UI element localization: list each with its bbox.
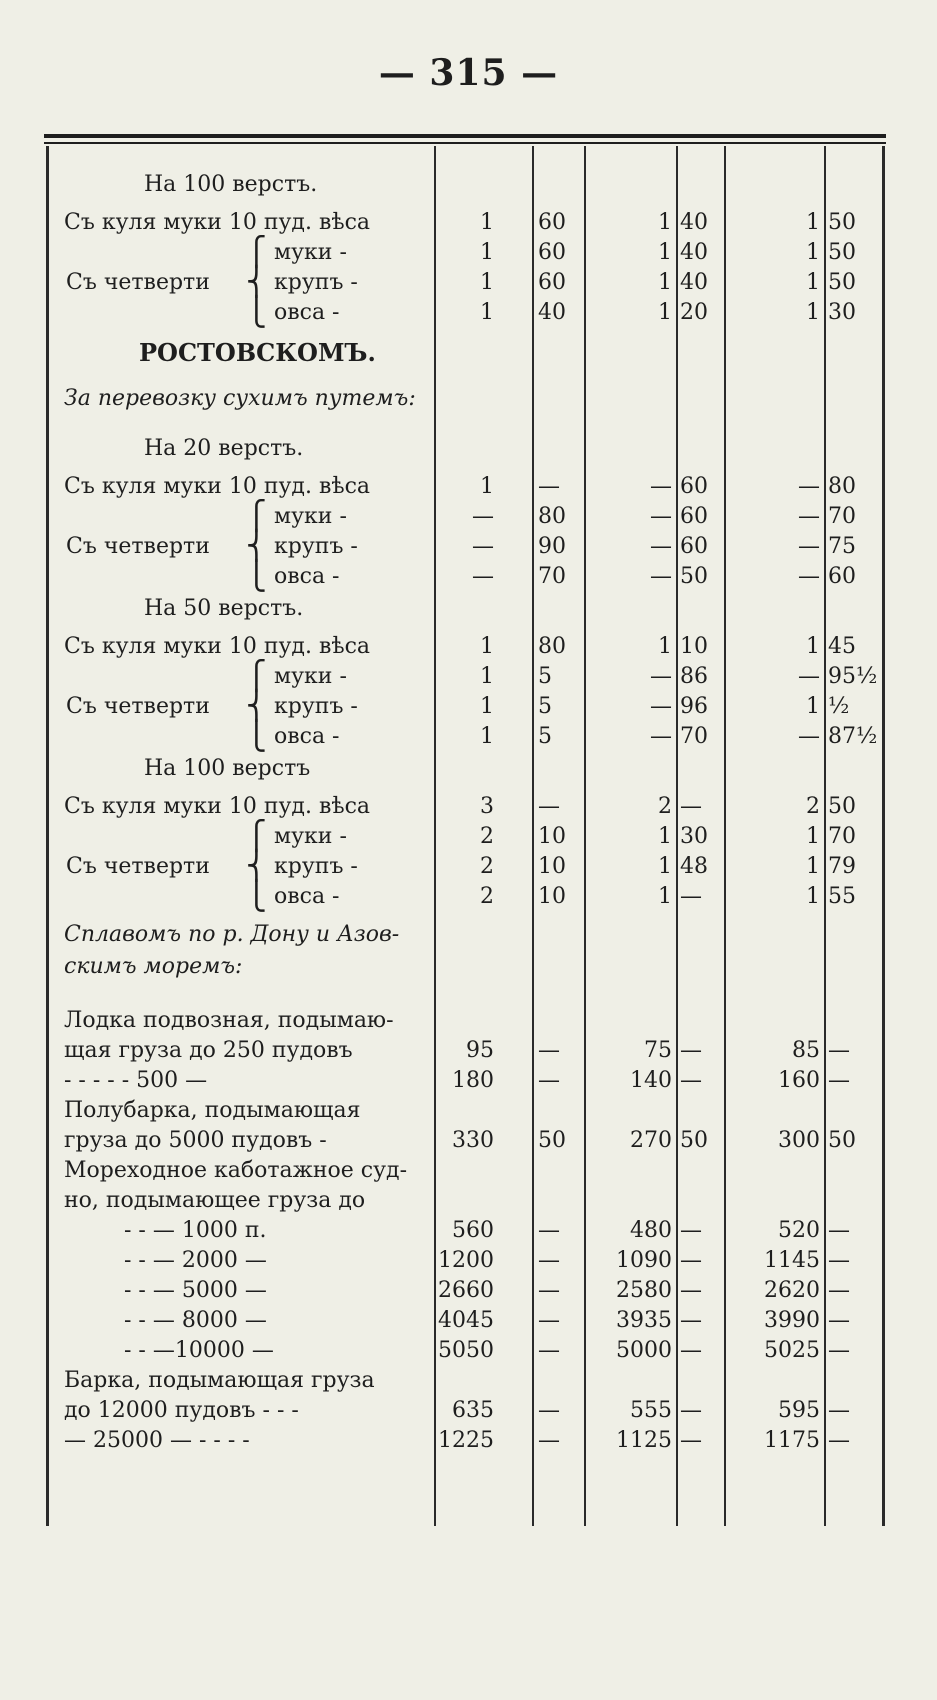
value-cell: 1 (806, 854, 820, 879)
table-row (44, 819, 886, 852)
section-subheading: На 100 верстъ (144, 756, 311, 781)
value-cell: 330 (452, 1128, 494, 1153)
value-cell: 1 (480, 474, 494, 499)
group-brace: ⎩ (246, 719, 267, 752)
value-cell: — (680, 1398, 702, 1423)
value-cell: — (472, 534, 494, 559)
table-row (44, 952, 886, 982)
value-cell: — (680, 794, 702, 819)
value-cell: 3990 (764, 1308, 820, 1333)
row-label: овса - (274, 724, 340, 749)
value-cell: 5000 (616, 1338, 672, 1363)
value-cell: 1 (806, 824, 820, 849)
value-cell: 2 (480, 824, 494, 849)
row-label: Лодка подвозная, подымаю- (64, 1008, 394, 1033)
value-cell: 3 (480, 794, 494, 819)
value-cell: 30 (680, 824, 708, 849)
row-label: до 12000 пудовъ - - - (64, 1398, 299, 1423)
row-label: овса - (274, 564, 340, 589)
value-cell: 160 (778, 1068, 820, 1093)
table-row (44, 235, 886, 268)
value-cell: 1 (480, 210, 494, 235)
value-cell: 50 (828, 270, 856, 295)
value-cell: — (650, 534, 672, 559)
value-cell: 10 (680, 634, 708, 659)
section-subheading: На 50 верстъ. (144, 596, 304, 621)
value-cell: 96 (680, 694, 708, 719)
table-row (44, 1306, 886, 1336)
value-cell: 1 (658, 210, 672, 235)
value-cell: 1 (480, 664, 494, 689)
value-cell: — (650, 504, 672, 529)
table-row (44, 472, 886, 502)
value-cell: — (650, 724, 672, 749)
value-cell: — (828, 1248, 850, 1273)
value-cell: — (828, 1278, 850, 1303)
value-cell: 1 (480, 724, 494, 749)
value-cell: — (798, 504, 820, 529)
table-row (44, 384, 886, 414)
value-cell: 1 (658, 884, 672, 909)
value-cell: — (650, 694, 672, 719)
value-cell: — (828, 1308, 850, 1333)
value-cell: 70 (538, 564, 566, 589)
value-cell: 80 (828, 474, 856, 499)
section-heading: РОСТОВСКОМЪ. (139, 338, 376, 367)
value-cell: 70 (680, 724, 708, 749)
value-cell: 70 (828, 504, 856, 529)
value-cell: 60 (538, 240, 566, 265)
value-cell: — (538, 1278, 560, 1303)
value-cell: 50 (680, 1128, 708, 1153)
value-cell: 60 (680, 504, 708, 529)
value-cell: 140 (630, 1068, 672, 1093)
value-cell: 5025 (764, 1338, 820, 1363)
value-cell: — (680, 1338, 702, 1363)
value-cell: 40 (680, 210, 708, 235)
value-cell: — (798, 664, 820, 689)
value-cell: — (680, 1218, 702, 1243)
value-cell: 60 (680, 474, 708, 499)
value-cell: 2 (658, 794, 672, 819)
value-cell: — (798, 474, 820, 499)
table-row (44, 754, 886, 784)
group-brace: ⎨ (246, 265, 267, 298)
value-cell: 50 (828, 794, 856, 819)
value-cell: — (828, 1038, 850, 1063)
value-cell: 50 (828, 240, 856, 265)
table-row (44, 594, 886, 624)
group-brace: ⎨ (246, 849, 267, 882)
section-caption: Сплавомъ по р. Дону и Азов- (64, 922, 400, 947)
value-cell: — (828, 1428, 850, 1453)
section-caption: За перевозку сухимъ путемъ: (64, 386, 416, 411)
row-label: Съ куля муки 10 пуд. вѣса (64, 794, 371, 819)
table-row (44, 1186, 886, 1216)
row-label: — 25000 — - - - - (64, 1428, 250, 1453)
table-row (44, 852, 244, 882)
value-cell: — (650, 474, 672, 499)
table-row (44, 434, 886, 464)
page-number: — 315 — (378, 52, 559, 94)
table-row (44, 170, 886, 200)
value-cell: 80 (538, 634, 566, 659)
value-cell: 60 (538, 270, 566, 295)
value-cell: 40 (538, 300, 566, 325)
value-cell: — (828, 1338, 850, 1363)
value-cell: 560 (452, 1218, 494, 1243)
value-cell: 635 (452, 1398, 494, 1423)
value-cell: 75 (828, 534, 856, 559)
value-cell: — (680, 884, 702, 909)
value-cell: 80 (538, 504, 566, 529)
row-label: муки - (274, 504, 347, 529)
table-row (44, 1366, 886, 1396)
value-cell: 1 (806, 240, 820, 265)
value-cell: 95 (466, 1038, 494, 1063)
row-label: груза до 5000 пудовъ - (64, 1128, 327, 1153)
value-cell: 1 (480, 240, 494, 265)
row-label: муки - (274, 664, 347, 689)
value-cell: 1145 (764, 1248, 820, 1273)
value-cell: 2 (806, 794, 820, 819)
table-row (44, 338, 886, 368)
value-cell: 40 (680, 270, 708, 295)
value-cell: — (472, 504, 494, 529)
value-cell: — (798, 724, 820, 749)
value-cell: 95½ (828, 664, 878, 689)
table-row (44, 532, 244, 562)
value-cell: 5 (538, 694, 552, 719)
value-cell: 75 (644, 1038, 672, 1063)
value-cell: 595 (778, 1398, 820, 1423)
value-cell: 2620 (764, 1278, 820, 1303)
section-caption: скимъ моремъ: (64, 954, 243, 979)
value-cell: — (538, 1398, 560, 1423)
value-cell: 86 (680, 664, 708, 689)
table-top-rule-inner (44, 142, 886, 144)
value-cell: 50 (538, 1128, 566, 1153)
group-label: Съ четверти (66, 854, 210, 879)
value-cell: 1 (480, 634, 494, 659)
value-cell: 1175 (764, 1428, 820, 1453)
value-cell: — (828, 1068, 850, 1093)
value-cell: — (538, 1338, 560, 1363)
row-label: щая груза до 250 пудовъ (64, 1038, 353, 1063)
value-cell: — (538, 1308, 560, 1333)
value-cell: 1 (658, 824, 672, 849)
row-label: муки - (274, 240, 347, 265)
row-label: Съ куля муки 10 пуд. вѣса (64, 210, 371, 235)
table-row (44, 1066, 886, 1096)
value-cell: 1 (806, 210, 820, 235)
value-cell: 50 (828, 210, 856, 235)
value-cell: — (680, 1308, 702, 1333)
value-cell: 2580 (616, 1278, 672, 1303)
value-cell: — (680, 1428, 702, 1453)
value-cell: 1 (806, 694, 820, 719)
row-label: Полубарка, подымающая (64, 1098, 361, 1123)
value-cell: 1 (806, 634, 820, 659)
table-row (44, 1246, 886, 1276)
value-cell: — (472, 564, 494, 589)
group-label: Съ четверти (66, 694, 210, 719)
value-cell: — (538, 474, 560, 499)
table-row (44, 692, 244, 722)
row-label: - - — 1000 п. (124, 1218, 267, 1243)
row-label: крупъ - (274, 534, 358, 559)
value-cell: 5 (538, 724, 552, 749)
row-label: - - — 2000 — (124, 1248, 267, 1273)
row-label: овса - (274, 300, 340, 325)
value-cell: 1090 (616, 1248, 672, 1273)
value-cell: — (538, 1218, 560, 1243)
value-cell: 2 (480, 854, 494, 879)
value-cell: 1225 (438, 1428, 494, 1453)
value-cell: — (538, 794, 560, 819)
value-cell: 5050 (438, 1338, 494, 1363)
table-row (44, 659, 886, 692)
row-label: крупъ - (274, 694, 358, 719)
value-cell: 1 (806, 300, 820, 325)
value-cell: 45 (828, 634, 856, 659)
group-label: Съ четверти (66, 534, 210, 559)
value-cell: — (538, 1248, 560, 1273)
value-cell: 4045 (438, 1308, 494, 1333)
table-row (44, 1126, 886, 1156)
table-row (44, 632, 886, 662)
value-cell: 1 (658, 634, 672, 659)
value-cell: 60 (828, 564, 856, 589)
row-label: но, подымающее груза до (64, 1188, 366, 1213)
value-cell: 60 (538, 210, 566, 235)
value-cell: 2660 (438, 1278, 494, 1303)
row-label: - - — 8000 — (124, 1308, 267, 1333)
section-subheading: На 20 верстъ. (144, 436, 304, 461)
row-label: Съ куля муки 10 пуд. вѣса (64, 634, 371, 659)
row-label: овса - (274, 884, 340, 909)
value-cell: 40 (680, 240, 708, 265)
table-row (44, 1276, 886, 1306)
table-row (44, 1396, 886, 1426)
value-cell: 180 (452, 1068, 494, 1093)
row-label: - - - - - 500 — (64, 1068, 208, 1093)
table-row (44, 1156, 886, 1186)
value-cell: — (680, 1068, 702, 1093)
value-cell: 1125 (616, 1428, 672, 1453)
group-brace: ⎧ (246, 235, 267, 268)
value-cell: 5 (538, 664, 552, 689)
value-cell: — (650, 564, 672, 589)
value-cell: 55 (828, 884, 856, 909)
value-cell: 50 (828, 1128, 856, 1153)
value-cell: 1 (658, 270, 672, 295)
value-cell: — (538, 1068, 560, 1093)
value-cell: 87½ (828, 724, 878, 749)
value-cell: — (828, 1218, 850, 1243)
value-cell: — (680, 1038, 702, 1063)
value-cell: 520 (778, 1218, 820, 1243)
row-label: Мореходное каботажное суд- (64, 1158, 408, 1183)
value-cell: 2 (480, 884, 494, 909)
table-row (44, 295, 886, 328)
table-row (44, 1216, 886, 1246)
row-label: Съ куля муки 10 пуд. вѣса (64, 474, 371, 499)
value-cell: 480 (630, 1218, 672, 1243)
group-brace: ⎧ (246, 659, 267, 692)
value-cell: 70 (828, 824, 856, 849)
value-cell: — (680, 1278, 702, 1303)
table-row (44, 559, 886, 592)
value-cell: 10 (538, 854, 566, 879)
row-label: муки - (274, 824, 347, 849)
value-cell: 270 (630, 1128, 672, 1153)
value-cell: — (798, 564, 820, 589)
table-row (44, 1036, 886, 1066)
value-cell: 85 (792, 1038, 820, 1063)
value-cell: 30 (828, 300, 856, 325)
row-label: - - — 5000 — (124, 1278, 267, 1303)
value-cell: 60 (680, 534, 708, 559)
value-cell: 1 (658, 854, 672, 879)
table-row (44, 920, 886, 950)
value-cell: 10 (538, 884, 566, 909)
group-label: Съ четверти (66, 270, 210, 295)
table-row (44, 268, 244, 298)
value-cell: 10 (538, 824, 566, 849)
group-brace: ⎩ (246, 295, 267, 328)
table-row (44, 1096, 886, 1126)
value-cell: — (680, 1248, 702, 1273)
row-label: - - —10000 — (124, 1338, 274, 1363)
table-row (44, 208, 886, 238)
value-cell: 1 (480, 694, 494, 719)
value-cell: 79 (828, 854, 856, 879)
value-cell: — (650, 664, 672, 689)
value-cell: — (828, 1398, 850, 1423)
table-top-rule (44, 134, 886, 138)
table-row (44, 792, 886, 822)
row-label: крупъ - (274, 270, 358, 295)
group-brace: ⎨ (246, 689, 267, 722)
group-brace: ⎨ (246, 529, 267, 562)
value-cell: 1 (480, 270, 494, 295)
value-cell: 1 (658, 300, 672, 325)
value-cell: 48 (680, 854, 708, 879)
group-brace: ⎩ (246, 559, 267, 592)
value-cell: 1 (806, 884, 820, 909)
value-cell: 1200 (438, 1248, 494, 1273)
value-cell: ½ (828, 694, 850, 719)
value-cell: 90 (538, 534, 566, 559)
table-row (44, 1006, 886, 1036)
group-brace: ⎩ (246, 879, 267, 912)
value-cell: 20 (680, 300, 708, 325)
value-cell: 1 (806, 270, 820, 295)
group-brace: ⎧ (246, 499, 267, 532)
section-subheading: На 100 верстъ. (144, 172, 318, 197)
table-row (44, 1336, 886, 1366)
table-row (44, 879, 886, 912)
value-cell: 300 (778, 1128, 820, 1153)
group-brace: ⎧ (246, 819, 267, 852)
row-label: Барка, подымающая груза (64, 1368, 375, 1393)
value-cell: 3935 (616, 1308, 672, 1333)
table-row (44, 719, 886, 752)
value-cell: — (798, 534, 820, 559)
value-cell: 555 (630, 1398, 672, 1423)
rate-table (44, 134, 886, 1526)
row-label: крупъ - (274, 854, 358, 879)
value-cell: — (538, 1428, 560, 1453)
table-row (44, 499, 886, 532)
value-cell: 50 (680, 564, 708, 589)
value-cell: 1 (658, 240, 672, 265)
table-row (44, 1426, 886, 1456)
value-cell: 1 (480, 300, 494, 325)
value-cell: — (538, 1038, 560, 1063)
